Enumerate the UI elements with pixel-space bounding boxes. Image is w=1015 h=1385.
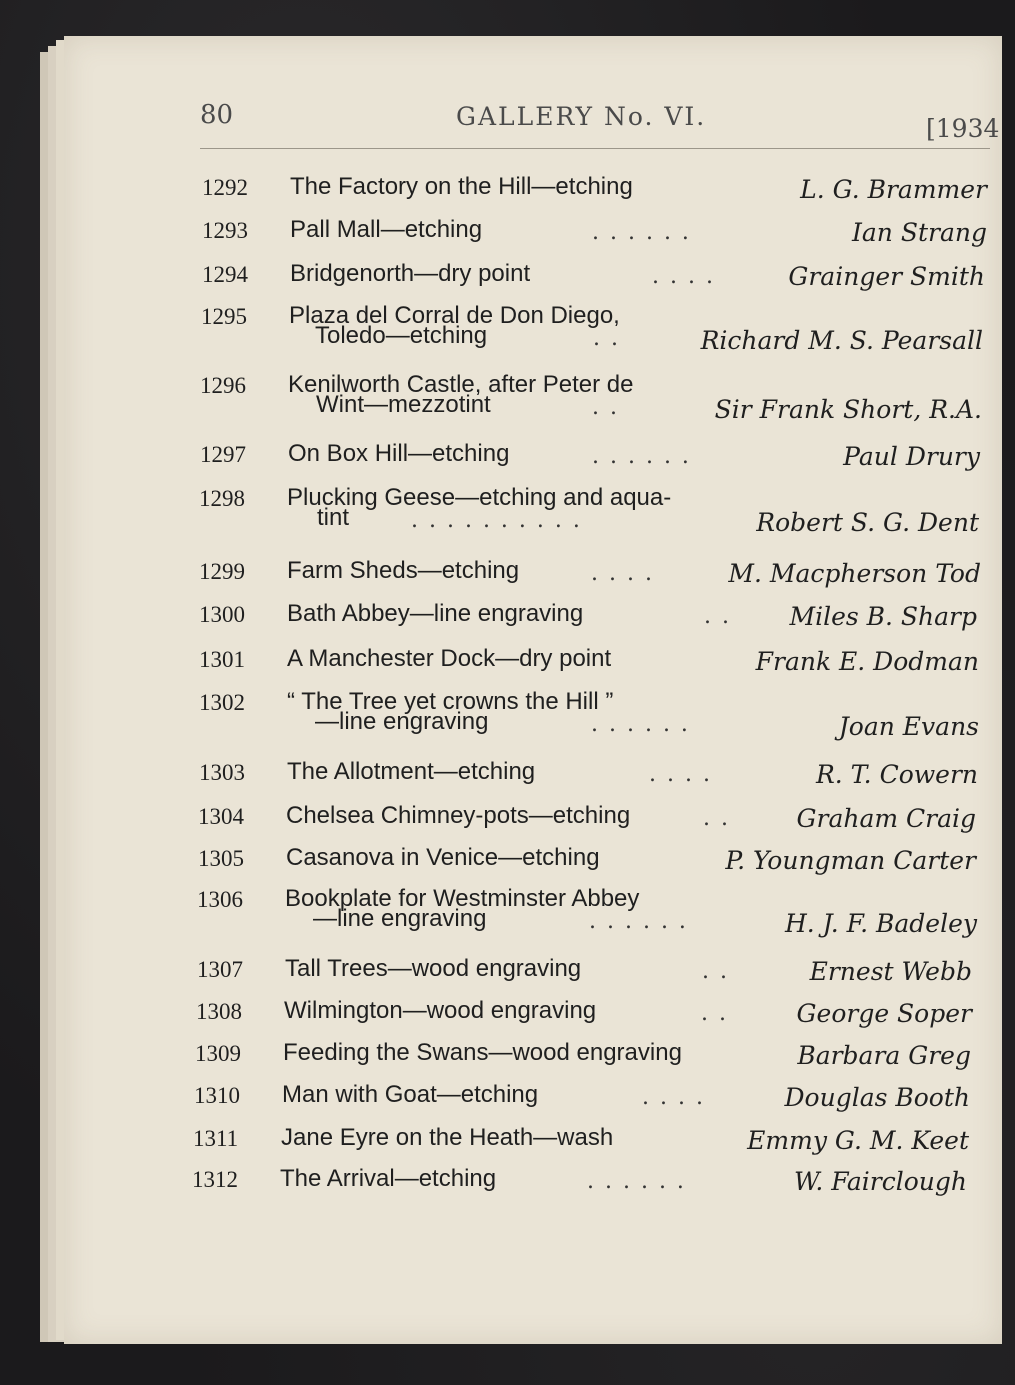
entry-artist: L. G. Brammer xyxy=(800,175,987,204)
leader-dots: . . xyxy=(593,326,620,351)
catalogue-entry xyxy=(192,1165,992,1225)
leader-dots: . . xyxy=(702,959,729,984)
leader-dots: . . . . . . . . . . xyxy=(411,508,582,533)
entry-number: 1301 xyxy=(199,647,245,672)
gallery-title: GALLERY No. VI. xyxy=(456,102,707,131)
catalogue-entry xyxy=(200,371,1000,431)
entry-title: Plaza del Corral de Don Diego, xyxy=(289,302,620,329)
entry-artist: Barbara Greg xyxy=(797,1041,971,1070)
entry-artist: Richard M. S. Pearsall xyxy=(700,326,983,355)
entry-number: 1306 xyxy=(197,887,243,912)
entry-artist: Graham Craig xyxy=(796,804,976,833)
entry-artist: Miles B. Sharp xyxy=(789,602,977,631)
leader-dots: . . . . . . xyxy=(589,909,688,934)
entry-number: 1305 xyxy=(198,846,244,871)
entry-title: On Box Hill—etching xyxy=(288,440,510,467)
entry-artist: Douglas Booth xyxy=(784,1083,970,1112)
entry-title: Bridgenorth—dry point xyxy=(290,260,531,287)
entry-title: Tall Trees—wood engraving xyxy=(285,955,582,982)
leader-dots: . . . . . . xyxy=(592,220,691,245)
entry-title: A Manchester Dock—dry point xyxy=(287,645,612,672)
entry-number: 1302 xyxy=(199,690,245,715)
entry-number: 1296 xyxy=(200,373,246,398)
entry-title-continued: Wint—mezzotint xyxy=(316,391,491,418)
leader-dots: . . xyxy=(592,395,619,420)
leader-dots: . . . . xyxy=(652,264,715,289)
entry-artist: W. Fairclough xyxy=(794,1167,967,1196)
leader-dots: . . . . xyxy=(591,561,654,586)
catalogue-entry xyxy=(201,302,1001,362)
page-number: 80 xyxy=(200,100,234,130)
entry-title: Wilmington—wood engraving xyxy=(284,997,597,1024)
leader-dots: . . . . xyxy=(649,762,712,787)
entry-number: 1298 xyxy=(199,486,245,511)
leader-dots: . . xyxy=(703,806,730,831)
entry-title: Feeding the Swans—wood engraving xyxy=(283,1039,682,1066)
entry-title: Jane Eyre on the Heath—wash xyxy=(281,1124,614,1151)
leader-dots: . . . . . . xyxy=(592,444,691,469)
entry-artist: Emmy G. M. Keet xyxy=(747,1126,969,1155)
entry-artist: George Soper xyxy=(796,999,972,1028)
entry-number: 1312 xyxy=(192,1167,238,1192)
catalogue-year: [1934 xyxy=(926,114,1000,143)
entry-number: 1299 xyxy=(199,559,245,584)
entry-title: The Factory on the Hill—etching xyxy=(290,173,633,200)
entry-number: 1311 xyxy=(193,1126,239,1151)
entry-artist: Ernest Webb xyxy=(809,957,972,986)
entry-title: Farm Sheds—etching xyxy=(287,557,520,584)
entry-artist: Ian Strang xyxy=(852,218,987,247)
entry-title-continued: tint xyxy=(317,504,350,531)
entry-number: 1310 xyxy=(194,1083,240,1108)
entry-title: Bookplate for Westminster Abbey xyxy=(285,885,640,912)
entry-title: Man with Goat—etching xyxy=(282,1081,539,1108)
entry-number: 1294 xyxy=(202,262,248,287)
entry-number: 1309 xyxy=(195,1041,241,1066)
entry-title: Casanova in Venice—etching xyxy=(286,844,600,871)
entry-artist: Sir Frank Short, R.A. xyxy=(714,395,982,424)
catalogue-entry xyxy=(199,484,999,544)
entry-title-continued: —line engraving xyxy=(315,708,489,735)
entry-number: 1295 xyxy=(201,304,247,329)
entry-artist: Frank E. Dodman xyxy=(755,647,979,676)
catalogue-entry xyxy=(199,688,999,748)
entry-title: The Arrival—etching xyxy=(280,1165,497,1192)
catalogue-entry xyxy=(197,885,997,945)
entry-title-continued: —line engraving xyxy=(313,905,487,932)
leader-dots: . . . . . . xyxy=(591,712,690,737)
leader-dots: . . xyxy=(704,604,731,629)
leader-dots: . . xyxy=(701,1001,728,1026)
entry-title: Kenilworth Castle, after Peter de xyxy=(288,371,634,398)
entry-number: 1292 xyxy=(202,175,248,200)
entry-number: 1300 xyxy=(199,602,245,627)
entry-title: “ The Tree yet crowns the Hill ” xyxy=(287,688,614,715)
entry-artist: M. Macpherson Tod xyxy=(728,559,981,588)
leader-dots: . . . . . . xyxy=(587,1169,686,1194)
entry-number: 1304 xyxy=(198,804,244,829)
entry-number: 1297 xyxy=(200,442,246,467)
entry-number: 1307 xyxy=(197,957,243,982)
entry-title: Chelsea Chimney-pots—etching xyxy=(286,802,631,829)
entry-number: 1303 xyxy=(199,760,245,785)
entry-artist: Joan Evans xyxy=(838,712,979,741)
entry-artist: Paul Drury xyxy=(843,442,980,471)
entry-artist: R. T. Cowern xyxy=(815,760,978,789)
entry-title: Bath Abbey—line engraving xyxy=(287,600,584,627)
entry-number: 1308 xyxy=(196,999,242,1024)
entry-title: Pall Mall—etching xyxy=(290,216,483,243)
entry-artist: Grainger Smith xyxy=(788,262,985,291)
entry-artist: H. J. F. Badeley xyxy=(784,909,977,938)
entry-artist: P. Youngman Carter xyxy=(725,846,976,875)
entry-artist: Robert S. G. Dent xyxy=(756,508,979,537)
entry-title: Plucking Geese—etching and aqua- xyxy=(287,484,672,511)
entry-title-continued: Toledo—etching xyxy=(315,322,488,349)
entry-number: 1293 xyxy=(202,218,248,243)
leader-dots: . . . . xyxy=(642,1085,705,1110)
entry-title: The Allotment—etching xyxy=(287,758,536,785)
